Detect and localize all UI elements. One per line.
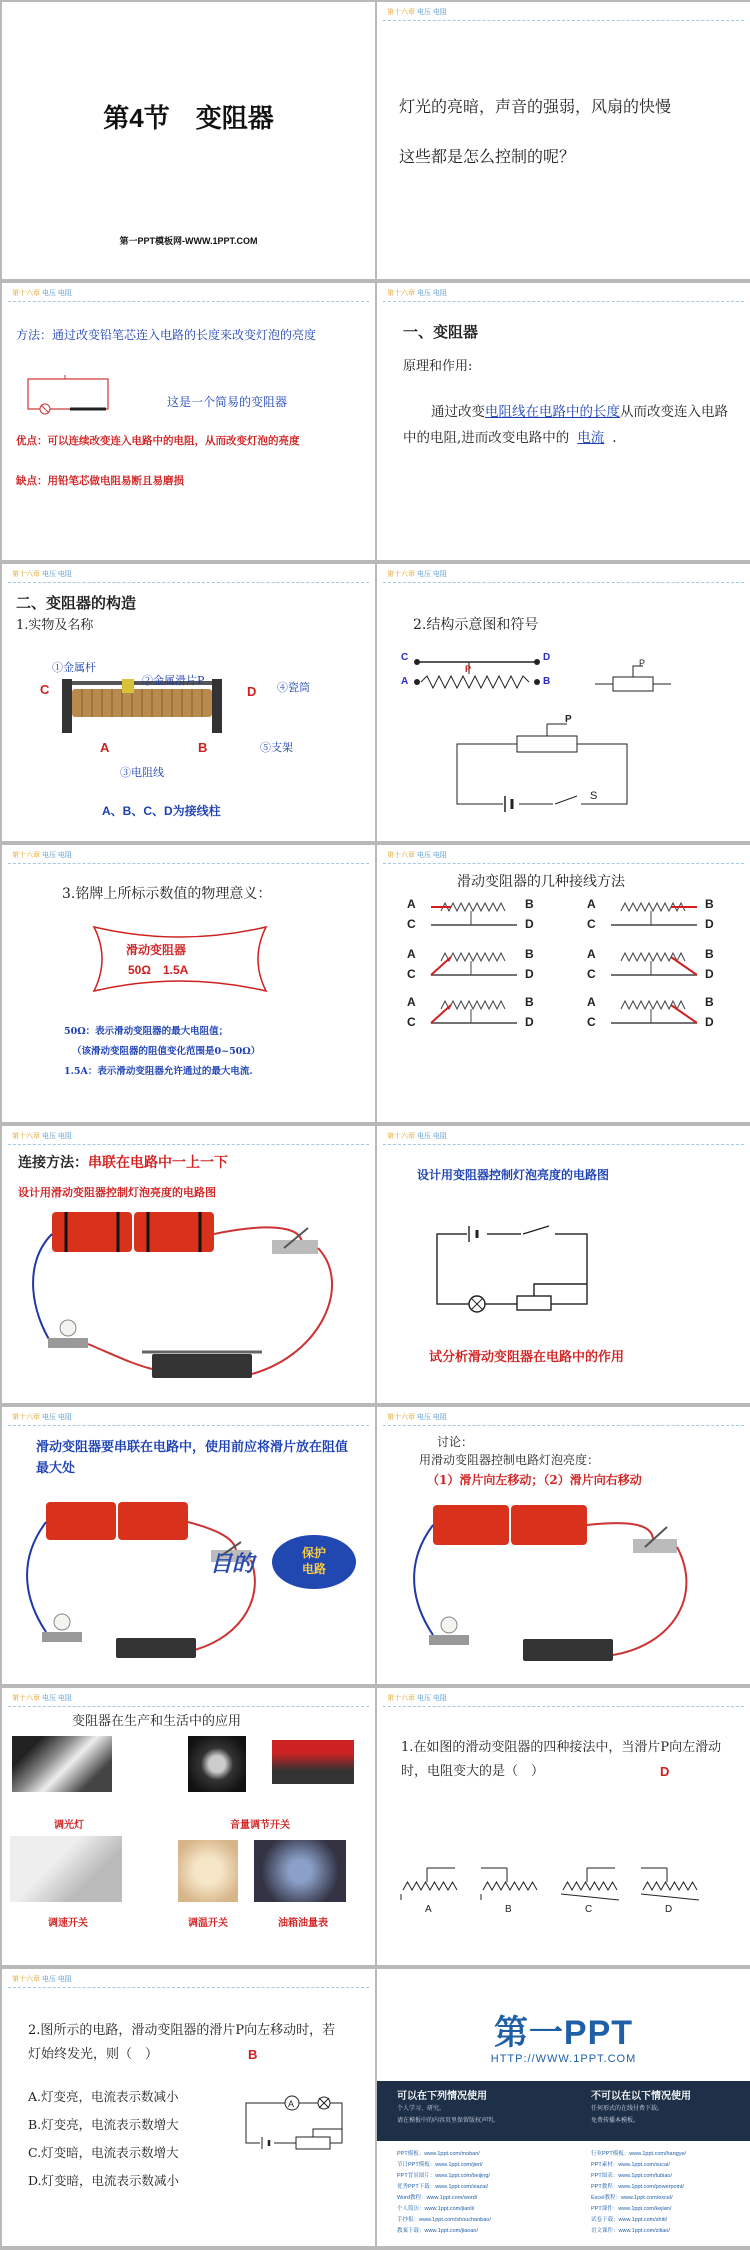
section-title: 设计用变阻器控制灯泡亮度的电路图 — [417, 1168, 610, 1182]
slide-12[interactable] — [377, 1407, 750, 1684]
label-bracket: ⑤支架 — [260, 741, 293, 754]
label-volume-switch: 音量调节开关 — [230, 1820, 290, 1831]
terminal-c: C — [407, 917, 416, 931]
header-divider — [8, 582, 369, 583]
section-title: 一、变阻器 — [403, 323, 479, 341]
label-p: P — [465, 664, 472, 674]
terminal-a: A — [587, 995, 596, 1009]
slide-header: 第十六章 电压 电阻 — [387, 9, 447, 16]
slide-footer: 第一PPT模板网-WWW.1PPT.COM — [119, 236, 258, 246]
header-divider — [383, 582, 744, 583]
allowed-item-2: 请在模板中的内容页里保留版权声明。 — [397, 2118, 500, 2124]
terminal-c: C — [407, 1015, 416, 1029]
slide-header: 第十六章 电压 电阻 — [387, 1414, 447, 1421]
circuit-with-rheostat — [457, 724, 637, 814]
label-a: A — [401, 676, 409, 687]
slide-5[interactable] — [2, 564, 375, 841]
wiring-diagram — [587, 995, 727, 1041]
terminal-a: A — [587, 947, 596, 961]
label-b: B — [198, 740, 208, 755]
resource-link[interactable]: PPT素材：www.1ppt.com/sucai/ — [591, 2162, 670, 2168]
question-1: 1.在如图的滑动变阻器的四种接法中，当滑片P向左滑动时，电阻变大的是（ ） — [401, 1740, 722, 1779]
section-title: 3.铭牌上所标示数值的物理意义： — [62, 886, 272, 902]
analysis-caption: 试分析滑动变阻器在电路中的作用 — [429, 1350, 625, 1365]
rheostat-sketch — [477, 1864, 543, 1904]
allowed-heading: 可以在下列情况使用 — [397, 2091, 487, 2102]
terminal-a: A — [407, 947, 416, 961]
terminal-d: D — [525, 917, 534, 931]
protect-bubble — [272, 1535, 356, 1589]
terminal-d: D — [525, 967, 534, 981]
slide-header: 第十六章 电压 电阻 — [387, 290, 447, 297]
note-range: （该滑动变阻器的阻值变化范围是0~50Ω） — [72, 1046, 261, 1057]
terminal-c: C — [587, 967, 596, 981]
brand-url[interactable]: HTTP://WWW.1PPT.COM — [490, 2053, 637, 2065]
slide-header: 第十六章 电压 电阻 — [387, 852, 447, 859]
question-2: 2.图所示的电路，滑动变阻器的滑片P向左移动时，若灯始终发光，则（ ） — [28, 2023, 336, 2062]
option-diagram — [637, 1864, 707, 1924]
terminal-b: B — [705, 995, 714, 1009]
resource-link[interactable]: 教案下载：www.1ppt.com/jiaoan/ — [397, 2228, 478, 2234]
option-diagram-label: D — [665, 1904, 673, 1915]
photo-speed-switch — [10, 1836, 122, 1902]
resource-link[interactable]: 试卷下载：www.1ppt.com/shiti/ — [591, 2217, 668, 2223]
slide-16[interactable] — [377, 1969, 750, 2246]
slide-header: 第十六章 电压 电阻 — [12, 1414, 72, 1421]
slide-title: 第4节 变阻器 — [103, 103, 274, 133]
defect-text: 缺点：用铅笔芯做电阻易断且易磨损 — [16, 475, 184, 487]
terminal-c: C — [407, 967, 416, 981]
wiring-diagram — [587, 897, 727, 943]
connection-label: 连接方法：串联在电路中一上一下 — [18, 1154, 228, 1170]
circuit-caption: 设计用滑动变阻器控制灯泡亮度的电路图 — [18, 1186, 216, 1199]
slide-header: 第十六章 电压 电阻 — [12, 290, 72, 297]
resource-link[interactable]: PPT教程：www.1ppt.com/powerpoint/ — [591, 2184, 684, 2190]
label-temp-switch: 调温开关 — [188, 1918, 228, 1929]
lamp-rheostat-circuit — [437, 1224, 597, 1314]
label-a: A — [100, 740, 110, 755]
label-fuel-gauge: 油箱油量表 — [278, 1918, 328, 1929]
terminal-b: B — [705, 897, 714, 911]
resource-link[interactable]: 个人简历：www.1ppt.com/jianli/ — [397, 2206, 475, 2212]
label-b: B — [543, 676, 551, 687]
header-divider — [8, 301, 369, 302]
discussion-label: 讨论： — [437, 1435, 474, 1449]
header-divider — [8, 1987, 369, 1988]
resource-link[interactable]: PPT背景图片：www.1ppt.com/beijing/ — [397, 2173, 490, 2179]
rheostat-sketch — [557, 1864, 623, 1904]
slide-header: 第十六章 电压 电阻 — [12, 1695, 72, 1702]
photo-fuel-gauge — [254, 1840, 346, 1902]
rheostat-sketch — [601, 899, 701, 939]
terminal-c: C — [587, 917, 596, 931]
resource-link[interactable]: Excel教程：www.1ppt.com/excel/ — [591, 2195, 673, 2201]
slide-6[interactable] — [377, 564, 750, 841]
physical-circuit-photo — [16, 1502, 266, 1672]
header-divider — [383, 863, 744, 864]
label-c: C — [40, 682, 50, 697]
label-slider: ②金属滑片P — [142, 674, 205, 687]
terminal-b: B — [525, 947, 534, 961]
header-divider — [383, 1706, 744, 1707]
rheostat-sketch — [637, 1864, 703, 1904]
intro-line-1: 灯光的亮暗，声音的强弱，风扇的快慢 — [399, 97, 672, 116]
photo-dimmer-lamp — [12, 1736, 112, 1792]
resource-link[interactable]: 优秀PPT下载：www.1ppt.com/xiazai/ — [397, 2184, 489, 2190]
resource-link[interactable]: PPT图表：www.1ppt.com/tubiao/ — [591, 2173, 673, 2179]
terminal-b: B — [525, 897, 534, 911]
slide-header: 第十六章 电压 电阻 — [12, 1976, 72, 1983]
note-current: 1.5A：表示滑动变阻器允许通过的最大电流. — [64, 1066, 253, 1077]
method-text: 方法：通过改变铅笔芯连入电路的长度来改变灯泡的亮度 — [16, 328, 317, 342]
terminals-caption: A、B、C、D为接线柱 — [102, 804, 221, 818]
section-title: 二、变阻器的构造 — [16, 594, 137, 612]
not-allowed-item-2: 免费传播本模板。 — [591, 2118, 640, 2124]
resource-link[interactable]: 节日PPT模板：www.1ppt.com/jieri/ — [397, 2162, 483, 2168]
merit-text: 优点：可以连续改变连入电路中的电阻，从而改变灯泡的亮度 — [16, 435, 300, 447]
discussion-prompt: 用滑动变阻器控制电路灯泡亮度： — [419, 1453, 600, 1467]
rheostat-symbol — [595, 664, 675, 694]
usage-rule-text: 滑动变阻器要串联在电路中，使用前应将滑片放在阻值最大处 — [36, 1440, 349, 1476]
label-s: S — [590, 790, 598, 802]
wiring-diagram — [407, 995, 547, 1041]
option-diagram — [477, 1864, 547, 1924]
label-d: D — [543, 652, 551, 663]
question-2-circuit — [242, 2093, 352, 2153]
label-wire: ③电阻线 — [120, 766, 164, 779]
wiring-diagram — [407, 947, 547, 993]
option-b[interactable]: B.灯变亮，电流表示数增大 — [28, 2117, 179, 2132]
resource-link[interactable]: 行业PPT模板：www.1ppt.com/hangye/ — [591, 2151, 687, 2157]
option-diagram-label: C — [585, 1904, 593, 1915]
option-diagram — [397, 1864, 467, 1924]
terminal-c: C — [587, 1015, 596, 1029]
rheostat-sketch — [421, 899, 521, 939]
label-p-circuit: P — [565, 714, 572, 725]
slide-header: 第十六章 电压 电阻 — [387, 571, 447, 578]
option-diagram — [557, 1864, 627, 1924]
nameplate-line-2: 50Ω 1.5A — [128, 963, 189, 977]
terminal-a: A — [587, 897, 596, 911]
rheostat-sketch — [421, 997, 521, 1037]
slide-14[interactable] — [377, 1688, 750, 1965]
resource-link[interactable]: Word教程：www.1ppt.com/word/ — [397, 2195, 478, 2201]
principle-paragraph: 通过改变电阻线在电路中的长度从而改变连入电路中的电阻,进而改变电路中的 电流 . — [403, 404, 728, 446]
slide-header: 第十六章 电压 电阻 — [12, 571, 72, 578]
not-allowed-heading: 不可以在以下情况使用 — [591, 2091, 691, 2102]
pencil-rheostat-circuit — [20, 375, 130, 415]
not-allowed-item-1: 任何形式的在线付费下载。 — [591, 2106, 664, 2112]
terminal-d: D — [525, 1015, 534, 1029]
terminal-a: A — [407, 897, 416, 911]
discussion-cases: （1）滑片向左移动；（2）滑片向右移动 — [427, 1473, 642, 1487]
physical-circuit-photo — [413, 1505, 703, 1675]
slide-8[interactable] — [377, 845, 750, 1122]
photo-volume-knob — [188, 1736, 246, 1792]
label-ceramic-tube: ④瓷筒 — [277, 681, 310, 694]
slide-4[interactable] — [377, 283, 750, 560]
protect-text-2: 电路 — [301, 1562, 326, 1576]
header-divider — [8, 1425, 369, 1426]
option-c[interactable]: C.灯变暗，电流表示数增大 — [28, 2145, 179, 2160]
option-diagram-label: A — [425, 1904, 432, 1915]
answer-2: B — [248, 2047, 258, 2062]
wiring-diagram — [587, 947, 727, 993]
section-title: 滑动变阻器的几种接线方法 — [457, 874, 625, 890]
terminal-a: A — [407, 995, 416, 1009]
protect-text-1: 保护 — [301, 1546, 326, 1560]
allowed-item-1: 个人学习、研究。 — [397, 2106, 446, 2112]
option-diagram-label: B — [505, 1904, 512, 1915]
label-c: C — [401, 652, 409, 663]
slide-9[interactable] — [2, 1126, 375, 1403]
slide-3[interactable] — [2, 283, 375, 560]
structure-diagram — [407, 654, 547, 704]
wiring-diagram — [407, 897, 547, 943]
resource-link[interactable]: PPT模板：www.1ppt.com/moban/ — [397, 2151, 480, 2157]
option-d[interactable]: D.灯变暗，电流表示数减小 — [28, 2173, 180, 2188]
purpose-label: 目的 — [210, 1551, 255, 1577]
section-sub: 原理和作用: — [403, 359, 473, 374]
brand-logo: 第一PPT — [493, 2014, 634, 2052]
header-divider — [383, 20, 744, 21]
slide-header: 第十六章 电压 电阻 — [12, 852, 72, 859]
header-divider — [383, 301, 744, 302]
note-50-ohm: 50Ω：表示滑动变阻器的最大电阻值； — [64, 1026, 229, 1037]
header-divider — [8, 863, 369, 864]
slide-13[interactable] — [2, 1688, 375, 1965]
slide-15[interactable] — [2, 1969, 375, 2246]
slide-header: 第十六章 电压 电阻 — [387, 1133, 447, 1140]
slide-7[interactable] — [2, 845, 375, 1122]
header-divider — [383, 1425, 744, 1426]
header-divider — [8, 1706, 369, 1707]
resource-link[interactable]: PPT课件：www.1ppt.com/kejian/ — [591, 2206, 672, 2212]
terminal-d: D — [705, 1015, 714, 1029]
svg-text:A: A — [288, 2099, 295, 2109]
slide-header: 第十六章 电压 电阻 — [12, 1133, 72, 1140]
slide-2[interactable] — [377, 2, 750, 279]
intro-line-2: 这些都是怎么控制的呢？ — [399, 147, 576, 166]
photo-volume-device — [272, 1740, 354, 1784]
answer-1: D — [660, 1764, 670, 1779]
header-divider — [383, 1144, 744, 1145]
label-metal-rod: ①金属杆 — [52, 661, 96, 674]
slide-1[interactable] — [2, 2, 375, 279]
rheostat-sketch — [421, 949, 521, 989]
label-d: D — [247, 684, 257, 699]
label-dimmer-lamp: 调光灯 — [54, 1820, 84, 1831]
section-title: 2.结构示意图和符号 — [413, 617, 539, 633]
physical-circuit-photo — [22, 1204, 352, 1394]
section-sub: 1.实物及名称 — [16, 618, 94, 633]
resource-link[interactable]: 语文课件：www.1ppt.com/ziliao/ — [591, 2228, 670, 2234]
terminal-d: D — [705, 967, 714, 981]
terminal-d: D — [705, 917, 714, 931]
simple-rheostat-caption: 这是一个简易的变阻器 — [167, 395, 288, 409]
option-a[interactable]: A.灯变亮，电流表示数减小 — [28, 2089, 179, 2104]
rheostat-photo — [62, 679, 222, 739]
header-divider — [8, 1144, 369, 1145]
slide-11[interactable] — [2, 1407, 375, 1684]
resource-link[interactable]: 手抄报：www.1ppt.com/shouchaobao/ — [397, 2217, 491, 2223]
rheostat-sketch — [601, 997, 701, 1037]
slide-10[interactable] — [377, 1126, 750, 1403]
label-speed-switch: 调速开关 — [48, 1918, 88, 1929]
terminal-b: B — [705, 947, 714, 961]
nameplate-frame — [90, 923, 270, 995]
symbol-p: P — [639, 658, 646, 668]
slide-header: 第十六章 电压 电阻 — [387, 1695, 447, 1702]
rheostat-sketch — [601, 949, 701, 989]
section-title: 变阻器在生产和生活中的应用 — [72, 1714, 242, 1729]
nameplate-line-1: 滑动变阻器 — [126, 943, 187, 957]
terminal-b: B — [525, 995, 534, 1009]
photo-temp-switch — [178, 1840, 238, 1902]
rheostat-sketch — [397, 1864, 463, 1904]
